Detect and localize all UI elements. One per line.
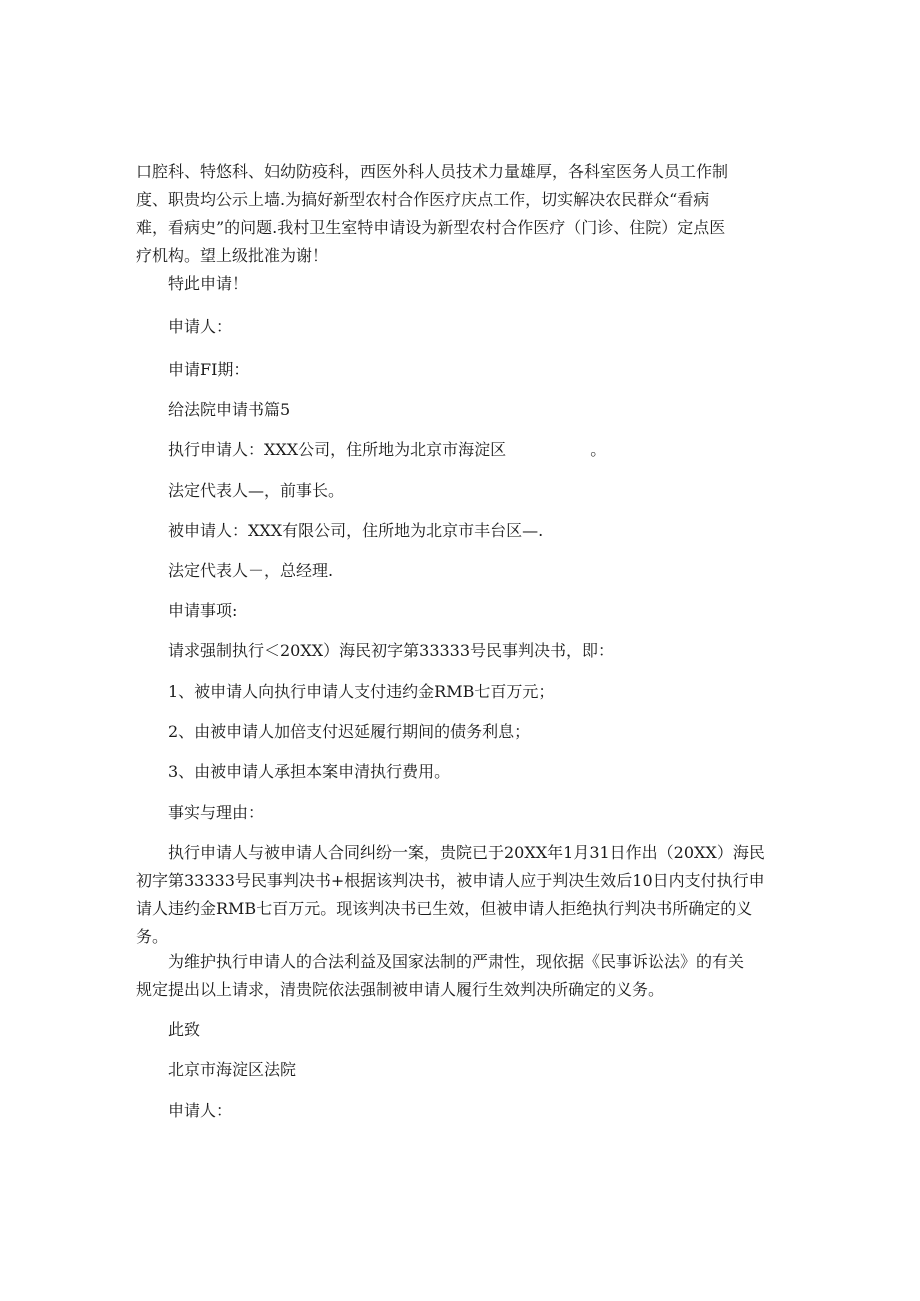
facts-paragraph	[136, 839, 786, 951]
executor-applicant	[168, 436, 818, 464]
facts-line: 初字第33333号民事判决书+根据该判决书，被申请人应于判决生效后10日内支付执行申	[136, 871, 765, 890]
request-item-1: 1、被申请人向执行申请人支付违约金RMB七百万元；	[168, 682, 555, 701]
applicant-signature: 申请人：	[168, 317, 233, 336]
application-date: 申请FI期：	[168, 360, 250, 379]
section-title: 给法院申请书篇5	[168, 400, 291, 419]
facts-line: 务。	[136, 927, 169, 946]
facts-line: 执行申请人与被申请人合同纠纷一案，贵院已于20XX年1月31日作出（20XX）海民	[168, 843, 765, 862]
intro-line: 疗机构。望上级批准为谢！	[136, 246, 329, 265]
facts-heading: 事实与理由：	[168, 803, 265, 822]
facts-line: 请人违约金RMB七百万元。现该判决书已生效，但被申请人拒绝执行判决书所确定的义	[136, 899, 753, 918]
request-line: 请求强制执行＜20XX）海民初字第33333号民事判决书，即：	[168, 641, 615, 660]
request-item-2: 2、由被申请人加倍支付迟延履行期间的债务利息；	[168, 722, 531, 741]
matters-heading: 申请事项:	[168, 601, 238, 620]
basis-line: 规定提出以上请求，清贵院依法强制被申请人履行生效判决所确定的义务。	[136, 980, 665, 999]
salutation: 此致	[168, 1020, 201, 1039]
respondent: 被申请人：XXX有限公司，住所地为北京市丰台区—.	[168, 521, 544, 540]
intro-line: 口腔科、特悠科、妇幼防疫科，西医外科人员技术力量雄厚，各科室医务人员工作制	[136, 162, 729, 181]
closing-statement: 特此申请！	[168, 274, 249, 293]
legal-representative-2: 法定代表人－，总经理.	[168, 561, 334, 580]
applicant-signature-2: 申请人：	[168, 1101, 233, 1120]
executor-end: 。	[590, 440, 607, 459]
court-name: 北京市海淀区法院	[168, 1060, 297, 1079]
intro-line: 度、职贵均公示上墙.为搞好新型农村合作医疗庆点工作，切实解决农民群众“看病	[136, 190, 710, 209]
intro-paragraph	[136, 158, 786, 270]
executor-text: 执行申请人：XXX公司，住所地为北京市海淀区	[168, 440, 507, 459]
request-item-3: 3、由被申请人承担本案申清执行费用。	[168, 762, 451, 781]
basis-paragraph	[136, 948, 786, 1004]
legal-representative-1: 法定代表人—，前事长。	[168, 481, 345, 500]
basis-line: 为维护执行申请人的合法利益及国家法制的严肃性，现依据《民事诉讼法》的有关	[168, 952, 745, 971]
intro-line: 难，看病史”的问题.我村卫生室特申请设为新型农村合作医疗（门诊、住院）定点医	[136, 218, 726, 237]
